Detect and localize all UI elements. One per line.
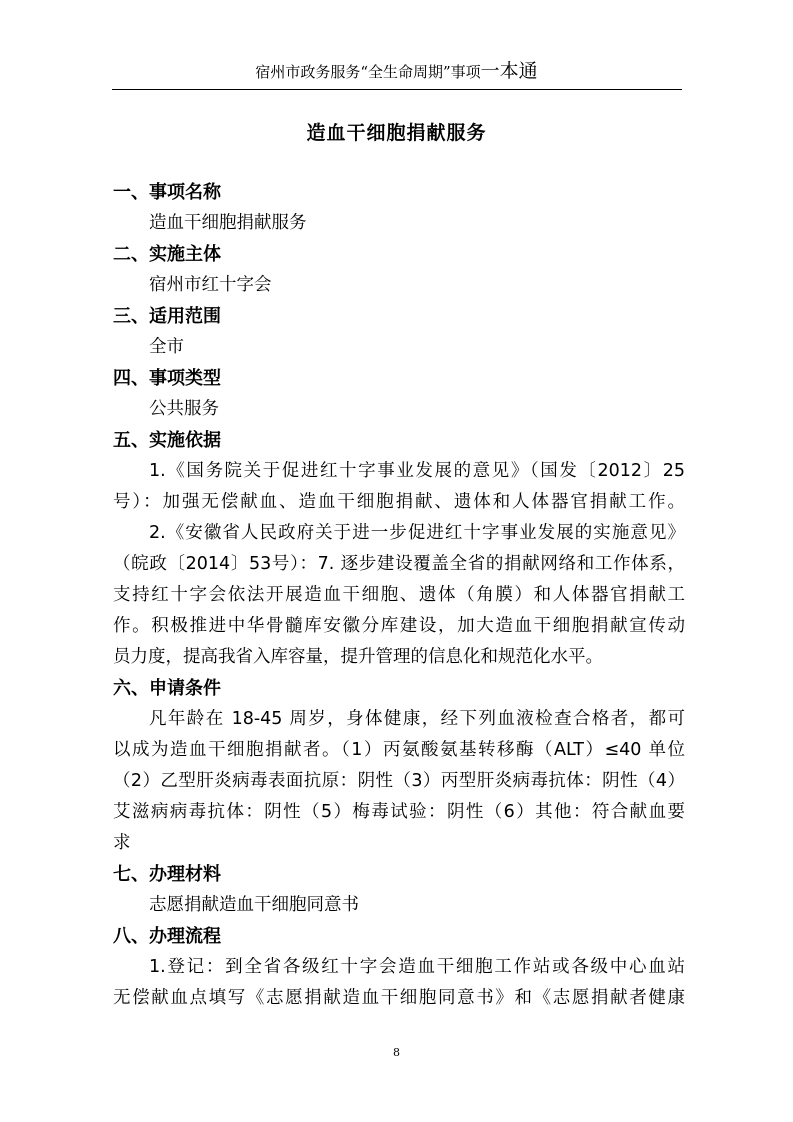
section-content-materials: 志愿捐献造血干细胞同意书 [149,895,359,915]
paragraph-line: 以成为造血干细胞捐献者。（1）丙氨酸氨基转移酶（ALT）≤40 单位 [113,740,685,760]
paragraph-line: 2.《安徽省人民政府关于进一步促进红十字事业发展的实施意见》 [149,523,685,543]
section-content-item-name: 造血干细胞捐献服务 [149,213,307,233]
section-content-type: 公共服务 [149,399,219,419]
document-body [113,177,685,1014]
header-divider [112,89,682,90]
paragraph-line: 凡年龄在 18-45 周岁，身体健康，经下列血液检查合格者，都可 [149,709,685,729]
paragraph-line: 无偿献血点填写《志愿捐献造血干细胞同意书》和《志愿捐献者健康 [113,988,685,1008]
paragraph-line: 支持红十字会依法开展造血干细胞、遗体（角膜）和人体器官捐献工 [113,585,685,605]
paragraph-line: 求 [113,833,131,853]
section-heading-basis: 五、实施依据 [113,430,221,451]
header-text: 宿州市政务服务“全生命周期”事项 [255,63,481,81]
paragraph-line: 1.《国务院关于促进红十字事业发展的意见》（国发〔2012〕25 [149,461,685,481]
section-heading-item-name: 一、事项名称 [113,182,221,203]
paragraph-line: 艾滋病病毒抗体：阴性（5）梅毒试验：阴性（6）其他：符合献血要 [113,802,685,822]
section-heading-scope: 三、适用范围 [113,306,221,327]
section-content-implementer: 宿州市红十字会 [149,275,272,295]
paragraph-line: 作。积极推进中华骨髓库安徽分库建设，加大造血干细胞捐献宣传动 [113,616,685,636]
paragraph-line: （皖政〔2014〕53号）：7. 逐步建设覆盖全省的捐献网络和工作体系， [113,554,685,574]
running-header [0,61,793,82]
section-heading-conditions: 六、申请条件 [113,678,221,699]
paragraph-line: 1.登记：到全省各级红十字会造血干细胞工作站或各级中心血站 [149,957,685,977]
section-heading-process: 八、办理流程 [113,926,221,947]
section-heading-materials: 七、办理材料 [113,864,221,885]
paragraph-line: 号）：加强无偿献血、造血干细胞捐献、遗体和人体器官捐献工作。 [113,492,685,512]
page-number: 8 [393,1046,400,1059]
paragraph-line: （2）乙型肝炎病毒表面抗原：阴性（3）丙型肝炎病毒抗体：阴性（4） [113,771,685,791]
document-title: 造血干细胞捐献服务 [306,122,487,144]
section-heading-implementer: 二、实施主体 [113,244,221,265]
section-content-scope: 全市 [149,337,184,357]
header-text-large: 一本通 [480,60,538,82]
section-heading-type: 四、事项类型 [113,368,221,389]
paragraph-line: 员力度，提高我省入库容量，提升管理的信息化和规范化水平。 [113,647,603,667]
